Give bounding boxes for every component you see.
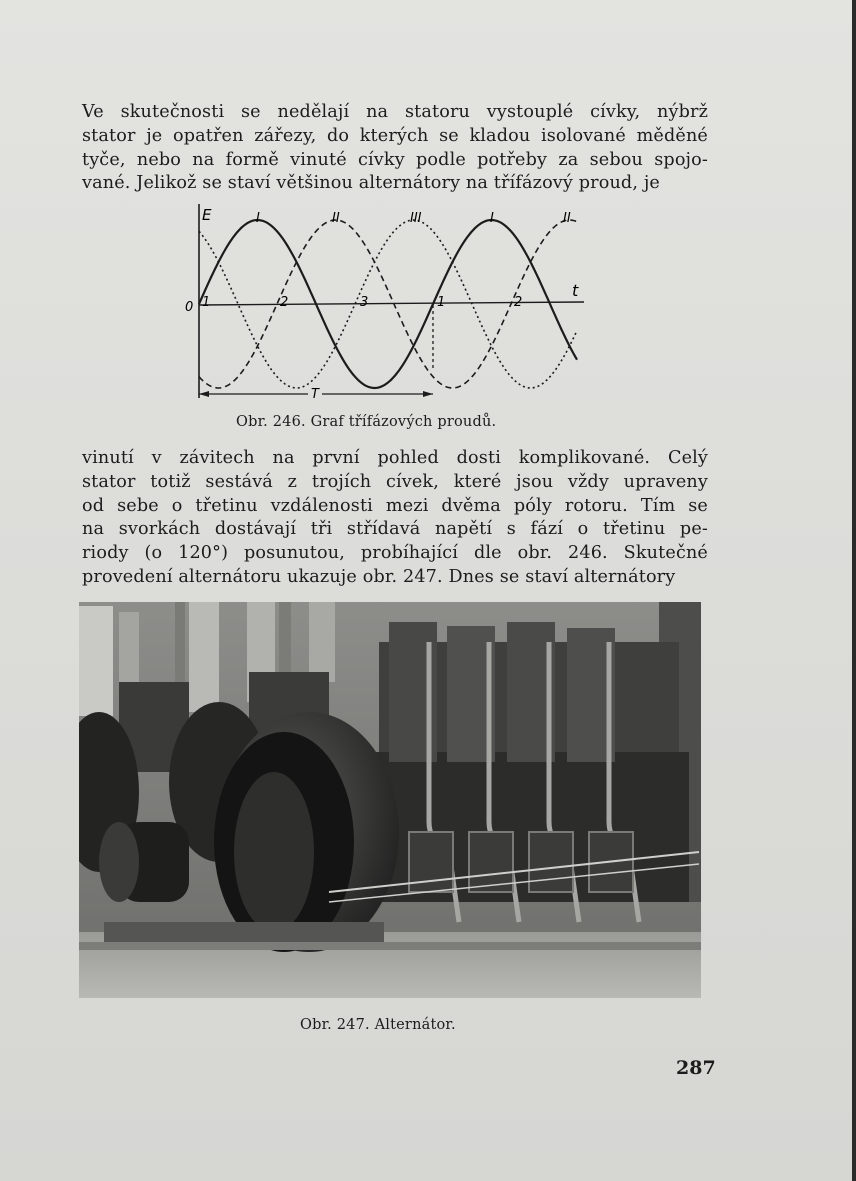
origin-label: 0: [185, 300, 194, 315]
three-phase-graph: [182, 196, 602, 406]
curve-label-top: III: [410, 211, 422, 226]
alternator-photo: [79, 602, 701, 998]
text-line: vané. Jelikož se staví většinou alternátory na třífázový proud, je: [82, 173, 660, 194]
curve-label-top: I: [256, 211, 260, 226]
text-line: stator je opatřen zářezy, do kterých se kladou isolované měděné: [82, 125, 708, 146]
page-edge: [852, 0, 856, 1181]
zero-label: 2: [514, 295, 523, 310]
paragraph-top: [82, 101, 708, 196]
axis-y-label: E: [202, 206, 212, 224]
period-arrow-head-left: [199, 391, 209, 397]
figure-247-caption: Obr. 247. Alternátor.: [300, 1017, 456, 1033]
text-line: vinutí v závitech na první pohled dosti komplikované. Celý: [82, 448, 708, 468]
page-number: 287: [676, 1057, 716, 1079]
zero-label: 3: [360, 295, 369, 310]
curve-label-top: I: [490, 211, 494, 226]
text-line: Ve skutečnosti se nedělají na statoru vystouplé cívky, nýbrž: [82, 102, 708, 122]
zero-label: 1: [202, 295, 211, 310]
period-label: T: [311, 387, 319, 402]
x-axis: [199, 302, 584, 305]
text-line: na svorkách dostávají tři střídavá napětí s fází o třetinu pe-: [82, 519, 708, 540]
curve-label-top: II: [563, 211, 571, 226]
figure-246-caption: Obr. 246. Graf třífázových proudů.: [236, 414, 497, 430]
text-line: stator totiž sestává z trojích cívek, které jsou vždy upraveny: [82, 471, 708, 492]
text-line: od sebe o třetinu vzdálenosti mezi dvěma póly rotoru. Tím se: [82, 495, 708, 516]
text-line: riody (o 120°) posunutou, probíhající dle obr. 246. Skutečné: [82, 543, 708, 564]
zero-label: 2: [280, 295, 289, 310]
curve-label-top: II: [332, 211, 340, 226]
zero-label: 1: [437, 295, 446, 310]
text-line: provedení alternátoru ukazuje obr. 247. Dnes se staví alternátory: [82, 566, 676, 587]
axis-x-label: t: [572, 281, 579, 300]
paragraph-middle: [82, 447, 708, 590]
text-line: tyče, nebo na formě vinuté cívky podle potřeby za sebou spojo-: [82, 149, 708, 170]
period-arrow-head-right: [423, 391, 433, 397]
